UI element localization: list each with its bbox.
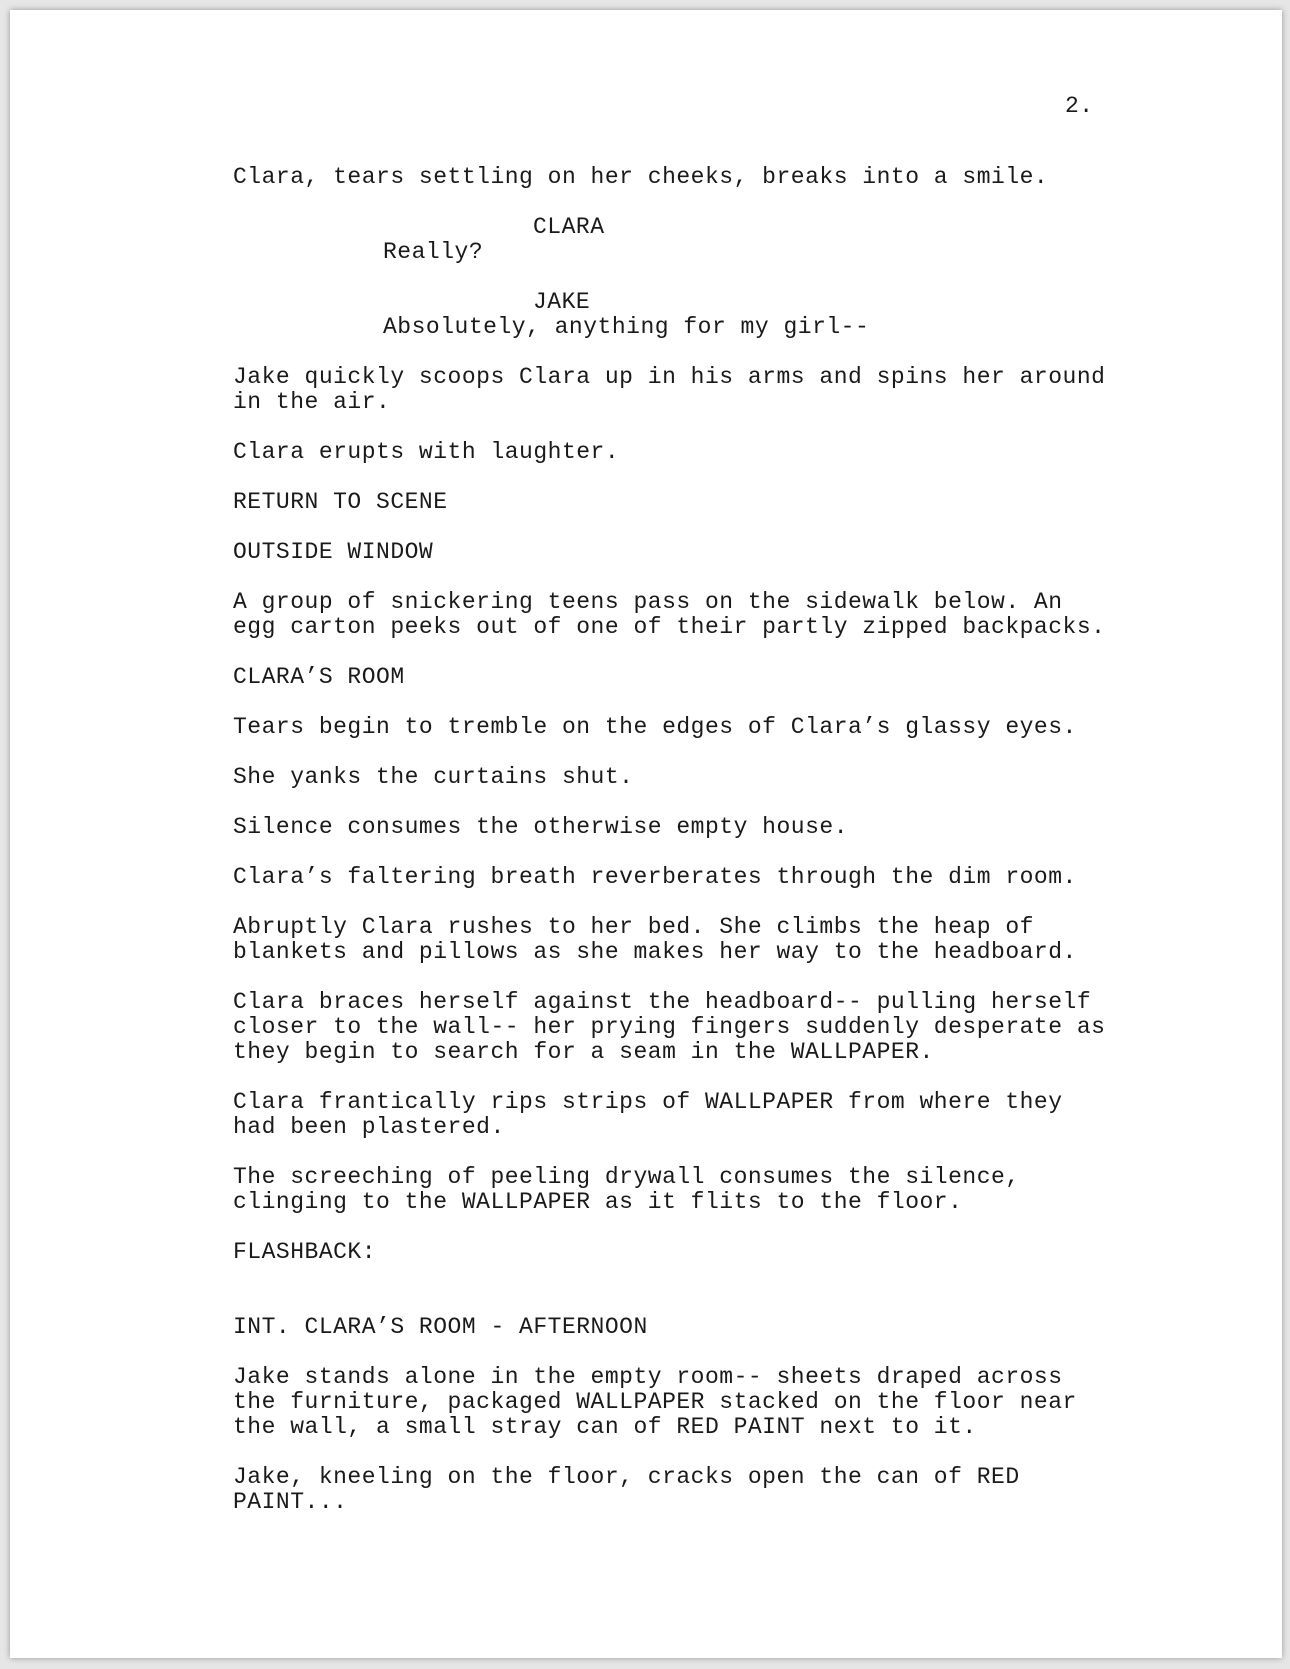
- action-line: The screeching of peeling drywall consumes the silence, clinging to the WALLPAPER as it flits to the floor.: [233, 1164, 1020, 1215]
- scene-heading: INT. CLARA’S ROOM - AFTERNOON: [233, 1314, 648, 1340]
- action-line: Clara erupts with laughter.: [233, 439, 620, 465]
- action-line: She yanks the curtains shut.: [233, 764, 634, 790]
- action-line: Clara, tears settling on her cheeks, breaks into a smile.: [233, 164, 1049, 190]
- transition: FLASHBACK:: [233, 1239, 377, 1265]
- scene-location: CLARA’S ROOM: [233, 664, 405, 690]
- action-line: Silence consumes the otherwise empty house.: [233, 814, 848, 840]
- transition: RETURN TO SCENE: [233, 489, 448, 515]
- action-line: Tears begin to tremble on the edges of Clara’s glassy eyes.: [233, 714, 1077, 740]
- action-line: Jake stands alone in the empty room-- sheets draped across the furniture, packaged WALLPAPER stacked on the floor near the wall, a small stray can of RED PAINT next to it.: [233, 1364, 1077, 1440]
- page-number: 2.: [1065, 93, 1094, 119]
- dialogue-jake: Absolutely, anything for my girl--: [383, 314, 870, 340]
- action-line: A group of snickering teens pass on the sidewalk below. An egg carton peeks out of one of their partly zipped backpacks.: [233, 589, 1106, 640]
- action-line: Clara’s faltering breath reverberates through the dim room.: [233, 864, 1077, 890]
- screenplay-body: [233, 165, 1133, 1540]
- character-name-jake: JAKE: [533, 289, 591, 315]
- action-line: Abruptly Clara rushes to her bed. She climbs the heap of blankets and pillows as she makes her way to the headboard.: [233, 914, 1077, 965]
- dialogue-clara: Really?: [383, 239, 484, 265]
- action-line: Jake, kneeling on the floor, cracks open the can of RED PAINT...: [233, 1464, 1020, 1515]
- action-line: Clara frantically rips strips of WALLPAPER from where they had been plastered.: [233, 1089, 1063, 1140]
- action-line: Jake quickly scoops Clara up in his arms and spins her around in the air.: [233, 364, 1106, 415]
- character-name-clara: CLARA: [533, 214, 605, 240]
- script-page: [10, 10, 1282, 1658]
- scene-location: OUTSIDE WINDOW: [233, 539, 434, 565]
- action-line: Clara braces herself against the headboard-- pulling herself closer to the wall-- her prying fingers suddenly desperate as they begin to search for a seam in the WALLPAPER.: [233, 989, 1106, 1065]
